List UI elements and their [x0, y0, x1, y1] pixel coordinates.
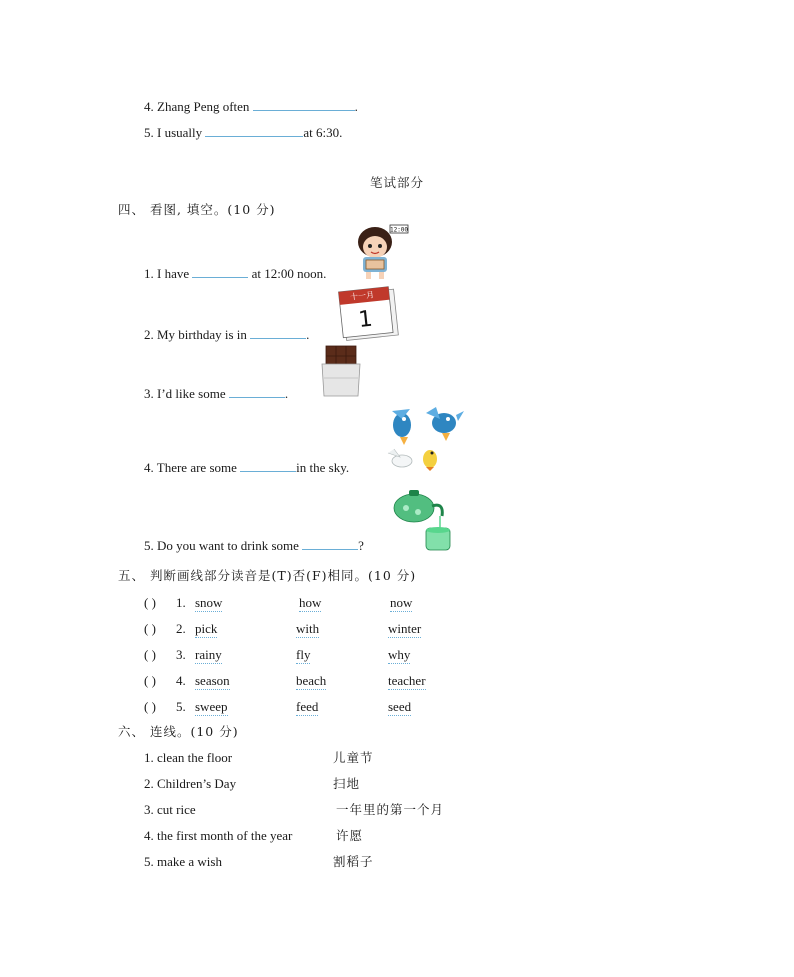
chocolate-picture — [318, 344, 364, 398]
answer-blank[interactable] — [253, 98, 355, 111]
section4-heading: 四、 看图, 填空。(10 分) — [118, 202, 276, 217]
answer-blank[interactable] — [192, 265, 248, 278]
section6-heading: 六、 连线。(10 分) — [118, 724, 239, 739]
girl-lunch-picture — [350, 222, 410, 280]
answer-paren[interactable]: ( ) — [144, 621, 156, 636]
answer-paren[interactable]: ( ) — [144, 699, 156, 714]
match-left-1[interactable]: 1. clean the floor — [144, 750, 233, 765]
section4-item-3: 3. I’d like some . — [144, 386, 289, 401]
clock-label: 12:00 — [389, 226, 409, 234]
answer-blank[interactable] — [302, 537, 358, 550]
section5-heading: 五、 判断画线部分读音是(T)否(F)相同。(10 分) — [118, 568, 417, 583]
answer-blank[interactable] — [250, 326, 306, 339]
calendar-picture — [338, 284, 398, 340]
calendar-day: 1 — [357, 306, 374, 333]
section4-item-1: 1. I have at 12:00 noon. — [144, 266, 327, 281]
written-part-title: 笔试部分 — [370, 175, 425, 190]
answer-blank[interactable] — [229, 385, 285, 398]
match-left-3[interactable]: 3. cut rice — [144, 802, 196, 817]
section4-item-4: 4. There are some in the sky. — [144, 460, 350, 475]
listening-item-4: 4. Zhang Peng often . — [144, 99, 358, 114]
match-left-4[interactable]: 4. the first month of the year — [144, 828, 293, 843]
match-left-5[interactable]: 5. make a wish — [144, 854, 222, 869]
section4-item-2: 2. My birthday is in . — [144, 327, 310, 342]
match-right-2[interactable]: 扫地 — [333, 776, 361, 791]
answer-paren[interactable]: ( ) — [144, 647, 156, 662]
birds-picture — [386, 405, 468, 475]
match-right-3[interactable]: 一年里的第一个月 — [336, 802, 445, 817]
match-left-2[interactable]: 2. Children’s Day — [144, 776, 237, 791]
listening-item-5: 5. I usually at 6:30. — [144, 125, 343, 140]
answer-blank[interactable] — [205, 124, 303, 137]
match-right-1[interactable]: 儿童节 — [333, 750, 374, 765]
match-right-4[interactable]: 许愿 — [336, 828, 364, 843]
teapot-picture — [392, 490, 456, 552]
answer-paren[interactable]: ( ) — [144, 595, 156, 610]
section4-item-5: 5. Do you want to drink some ? — [144, 538, 364, 553]
calendar-month: 十一月 — [349, 290, 375, 302]
answer-paren[interactable]: ( ) — [144, 673, 156, 688]
answer-blank[interactable] — [240, 459, 296, 472]
match-right-5[interactable]: 割稻子 — [333, 854, 374, 869]
